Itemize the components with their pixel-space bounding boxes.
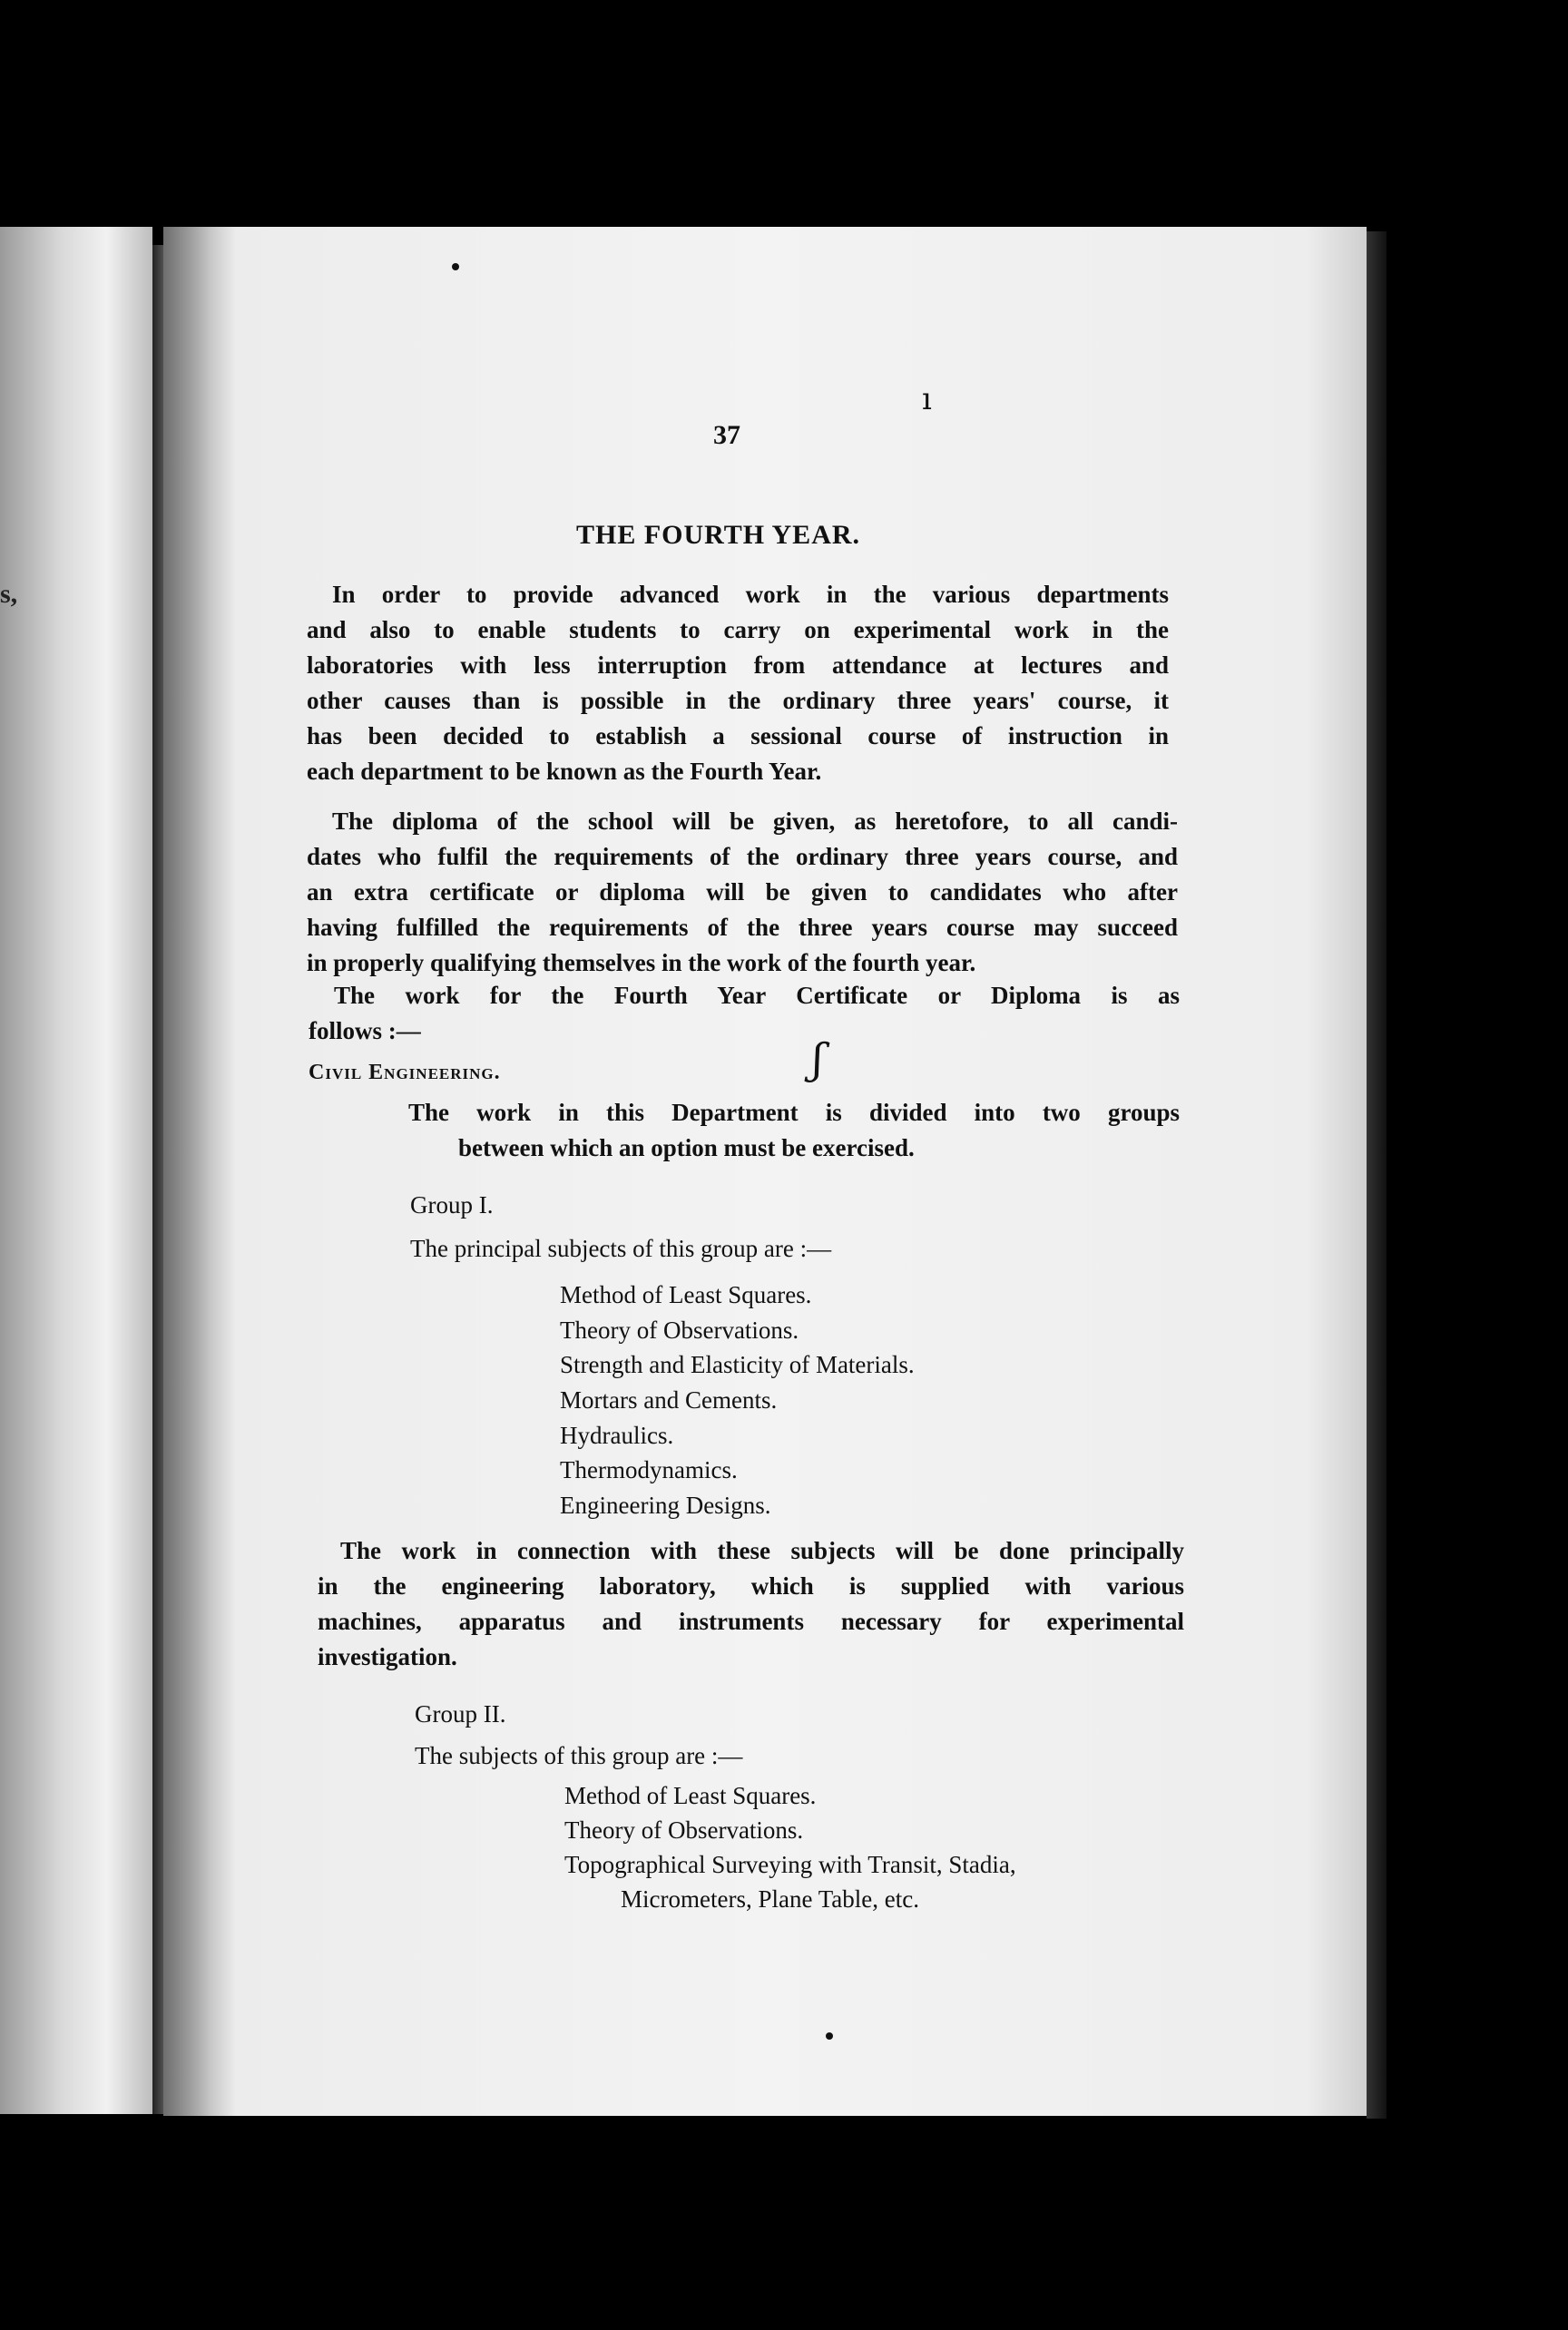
text-line: in the engineering laboratory, which is supplied with various bbox=[318, 1572, 1184, 1600]
text-line: machines, apparatus and instruments necessary for experimental bbox=[318, 1608, 1184, 1635]
pencil-mark-icon: ʃ bbox=[812, 1034, 824, 1083]
text-line: has been decided to establish a sessional course of instruction in bbox=[307, 722, 1169, 749]
civil-intro-paragraph bbox=[408, 1095, 1180, 1166]
subject-item: Method of Least Squares. bbox=[560, 1281, 812, 1308]
subject-item: Engineering Designs. bbox=[560, 1492, 771, 1519]
text-line: and also to enable students to carry on experimental work in the bbox=[307, 616, 1169, 643]
text-line: The diploma of the school will be given, as heretofore, to all candi- bbox=[332, 808, 1178, 835]
subject-item: Theory of Observations. bbox=[560, 1317, 799, 1344]
group-intro: The subjects of this group are :— bbox=[415, 1742, 743, 1769]
page-gutter-shadow bbox=[163, 227, 236, 2116]
group-label: Group I. bbox=[410, 1191, 494, 1219]
left-page-sliver bbox=[0, 227, 152, 2114]
text-line: The work for the Fourth Year Certificate or Diploma is as bbox=[334, 982, 1180, 1009]
text-line: The work in this Department is divided into two groups bbox=[408, 1099, 1180, 1126]
subject-item-continuation: Micrometers, Plane Table, etc. bbox=[621, 1885, 919, 1913]
text-line: other causes than is possible in the ordinary three years' course, it bbox=[307, 687, 1169, 714]
text-line: The work in connection with these subjects will be done principally bbox=[340, 1537, 1184, 1564]
speck-icon bbox=[826, 2032, 833, 2040]
speck-icon bbox=[452, 263, 459, 270]
group-intro: The principal subjects of this group are :— bbox=[410, 1235, 832, 1262]
work-paragraph bbox=[309, 978, 1180, 1049]
section-heading-civil-engineering: Civil Engineering. bbox=[309, 1061, 501, 1084]
diploma-paragraph bbox=[307, 804, 1178, 981]
text-line: an extra certificate or diploma will be given to candidates who after bbox=[307, 878, 1178, 906]
page-title: THE FOURTH YEAR. bbox=[576, 520, 861, 550]
group-label: Group II. bbox=[415, 1700, 506, 1728]
subject-item: Thermodynamics. bbox=[560, 1456, 738, 1483]
text-line: each department to be known as the Fourth Year. bbox=[307, 758, 822, 785]
text-line: follows :— bbox=[309, 1017, 421, 1044]
text-line: In order to provide advanced work in the various departments bbox=[332, 581, 1169, 608]
subject-item: Topographical Surveying with Transit, Stadia, bbox=[564, 1851, 1016, 1878]
page-number: 37 bbox=[713, 420, 740, 450]
group1-note-paragraph bbox=[318, 1533, 1184, 1675]
left-page-text-fragment: s, bbox=[0, 579, 18, 609]
text-line: laboratories with less interruption from attendance at lectures and bbox=[307, 651, 1169, 679]
subject-item: Hydraulics. bbox=[560, 1422, 674, 1449]
pencil-mark-icon: ı bbox=[922, 381, 932, 417]
intro-paragraph bbox=[307, 577, 1169, 789]
subject-item: Method of Least Squares. bbox=[564, 1782, 817, 1809]
text-line: investigation. bbox=[318, 1643, 457, 1670]
subject-item: Theory of Observations. bbox=[564, 1816, 804, 1844]
page-edge bbox=[1367, 231, 1387, 2119]
text-line: between which an option must be exercised. bbox=[458, 1134, 915, 1161]
subject-item: Strength and Elasticity of Materials. bbox=[560, 1351, 915, 1378]
text-line: dates who fulfil the requirements of the ordinary three years course, and bbox=[307, 843, 1178, 870]
subject-item: Mortars and Cements. bbox=[560, 1386, 778, 1414]
text-line: in properly qualifying themselves in the work of the fourth year. bbox=[307, 949, 976, 976]
text-line: having fulfilled the requirements of the three years course may succeed bbox=[307, 914, 1178, 941]
